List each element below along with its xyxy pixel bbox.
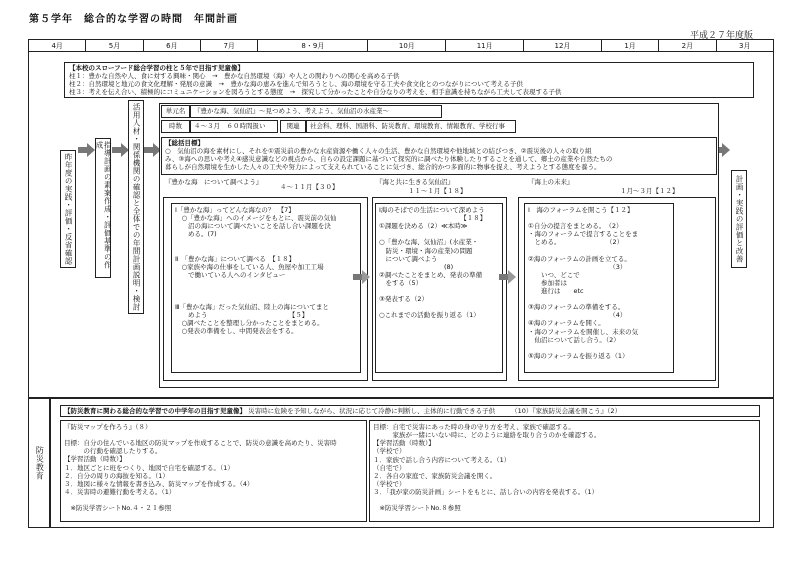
bosai-left-line [64, 431, 363, 439]
bosai-side-label: 防災教育 [28, 398, 50, 528]
page-title: 第５学年 総合的な学習の時間 年間計画 [29, 14, 238, 25]
bosai-right-line: 家族が一緒にいない時に、どのように連絡を取り合うのかを確認する。 [373, 431, 601, 440]
purpose-line-3: 暮らしが自然環境を生かした人々の工夫や努力によって支えられていることに気づき、総合的かつ多面的に物事を捉え、考えようとする態度を養う。 [165, 163, 601, 172]
bosai-right-line: （学校で） [373, 447, 406, 456]
phase-2-line [379, 287, 499, 295]
bosai-left-line: 【学習活動（時数）】 [64, 455, 126, 464]
bosai-right-line: ※防災学習シートNo.８参照 [373, 504, 461, 513]
unit-related-label: 関連 [280, 120, 306, 133]
phase-3-line: ①自分の提言をまとめる。 （2） [528, 222, 623, 231]
phase-1-line: ○調べたことを整理し分かったことをまとめる。 [175, 319, 324, 328]
month-cell: 12月 [524, 40, 602, 53]
bosai-right-line [373, 496, 756, 504]
bosai-right-line: （自宅で） [373, 463, 406, 472]
phase-1-line [175, 287, 357, 295]
phase-3-line: 進行は etc [528, 287, 584, 295]
phase-1-line [175, 295, 357, 303]
phase-2-line: をする（5） [379, 279, 423, 287]
month-cell: 2月 [659, 40, 716, 53]
month-cell: 11月 [446, 40, 524, 53]
bosai-right-line: 【学習活動（時数）】 [373, 439, 435, 448]
pillar-2: 柱２：自然環境と地元の食文化理解・発展の意識 → 豊かな海の恵みを進んで知ろうとし、海の環境を守る工夫や食文化とのつながりについて考える子供 [69, 80, 523, 89]
phase-3-line: ・海のフォーラムで提言することをま [528, 230, 639, 239]
bosai-heading-text: 災害時に危険を予知しながら、状況に応じて冷静に判断し、主体的に行動できる子供 [248, 407, 496, 415]
month-cell: 10月 [368, 40, 446, 53]
bosai-left-box [60, 420, 367, 522]
phase-1-line: Ⅰ「豊かな海」ってどんな海なの？ 【7】 [175, 206, 295, 214]
phase-2-line: Ⅰ海のそばでの生活について深めよう [379, 206, 485, 214]
phase-1-line [175, 247, 357, 255]
month-cell: 1月 [601, 40, 658, 53]
phase-2-line: ②調べたことをまとめ、発表の準備 [379, 270, 483, 279]
phase-3-line [528, 344, 670, 352]
bosai-heading: 【防災教育に関わる総合的な学習での中学年の目指す児童像】 [64, 407, 246, 415]
phase-3-line [528, 214, 670, 222]
unit-hours: ４〜３月 ６０時間扱い [190, 120, 278, 133]
arrow-right-icon [508, 270, 516, 284]
pillar-3: 柱３：考えを伝え合い、積極的にコミュニケーションを図ろうとする態度 → 探究して分かったことや自分なりの考えを、相手意識を持ちながら工夫して表現する子供 [69, 88, 562, 97]
phase-3-line [528, 295, 670, 303]
month-cell: 8・9月 [258, 40, 368, 53]
flow-step-3: 活用人材・関係機関の確認と全体での年間計画説明・検討 [128, 100, 144, 314]
bosai-left-line: ２．自分の周りの海抜を知る。（1） [64, 471, 169, 480]
flow-step-1: 昨年度の実践・評価・反省確認 [60, 150, 76, 268]
phase-2-line: (8) [379, 262, 454, 271]
phase-2-line: ①課題を決める（2）≪本時≫ [379, 222, 468, 231]
bosai-right-line: ２．各自の家庭で、家族防災会議を開く。 [373, 471, 497, 480]
bosai-left-line: ３．地図に様々な情報を書き込み、防災マップを作成する。（4） [64, 479, 254, 488]
phase-1-inner [171, 203, 361, 373]
phase-3-line: （4） [528, 311, 627, 320]
bosai-left-line: ※防災学習シートNo.４・２１参照 [64, 504, 172, 512]
bosai-right-box [369, 420, 760, 522]
phase-3-line: いつ、どこで [528, 270, 580, 279]
flow-evaluation: 計画・実践の評価と改善 [731, 170, 747, 268]
phase-3-line: ⑤海のフォーラムを振り返る（1） [528, 351, 629, 360]
phase-1-line [175, 239, 357, 247]
phase-2-line: 【１８】 [379, 214, 487, 223]
bosai-left-line [64, 496, 363, 504]
unit-hours-label: 時数 [161, 120, 190, 133]
phase-2-line: ○これまでの活動を振り返る（1） [379, 311, 480, 320]
phase-3-title: 『海上の未来』 [528, 178, 574, 186]
phase-3-line: とめる。 （2） [528, 238, 624, 247]
unit-name-label: 単元名 [161, 105, 190, 118]
phase-1-line [175, 279, 357, 287]
bosai-left-line: ４．災害時の避難行動を考える。（1） [64, 487, 176, 496]
phase-2-title: 『海と共に生きる気仙沼』 [376, 178, 454, 186]
purpose-line-2: み、③海への思いや考え④感災意識などの視点から、自らの設定課題に基づいて探究的に調べたり体験したりすることを通して、郷土の産業や自然たちの [165, 155, 613, 164]
arrow-right-icon [722, 143, 730, 157]
unit-name: 『豊かな海、気仙沼』〜見つめよう、考えよう、気仙沼の水産業〜 [190, 105, 442, 118]
phase-3-period: １月〜３月【１２】 [620, 187, 679, 195]
phase-2-line: 防災・環境・海の産業)の問題 [379, 246, 473, 255]
edition-label: 平成２７年度版 [690, 31, 754, 41]
phase-1-line: 沼の海について調べたいことを話し合い課題を決 [175, 222, 331, 231]
unit-purpose-box [161, 137, 717, 175]
phase-1-line: ○家族や海の仕事をしている人、魚屋や加工工場 [175, 262, 324, 271]
phase-2-period: １１〜１月【１８】 [408, 187, 467, 195]
phase-1-line: ○「豊かな海」へのイメージをもとに、震災前の気仙 [175, 214, 337, 223]
bosai-left-line: 『防災マップを作ろう』（８） [64, 423, 152, 431]
phase-3-line: ③海のフォーラムの準備をする。 [528, 303, 625, 312]
phase-3-line: 仙沼について話し合う。（2） [528, 335, 620, 344]
arrow-right-icon [362, 270, 370, 284]
month-cell: 6月 [143, 40, 200, 53]
phase-3-line: ②海のフォーラムの計画を立てる。 [528, 254, 631, 263]
phase-3-inner [524, 203, 674, 373]
phase-2-line: ③発表する（2） [379, 295, 428, 304]
phase-1-period: ４〜１１月【３０】 [280, 183, 339, 191]
bosai-left-line: の行動を確認したりする。 [64, 447, 162, 456]
bosai-heading-ref: （10）『家族防災会議を開こう』（2） [511, 407, 622, 415]
phase-3-line: ④海のフォーラムを開く。 [528, 319, 605, 328]
phase-1-line: Ⅱ 「豊かな海」について調べる 【１８】 [175, 254, 296, 263]
phase-3-line [528, 247, 670, 255]
phase-1-line: ○発表の準備をし、中間発表会をする。 [175, 327, 298, 336]
unit-related: 社会科、理科、国語科、防災教育、環境教育、情報教育、学校行事 [306, 120, 516, 133]
bosai-left-line: １．地区ごとに班をつくり、地図で自宅を確認する。（1） [64, 463, 234, 472]
pillar-1: 柱１：豊かな自然や人、食に対する興味・関心 → 豊かな自然環境（海）や人との関わりへの関心を高める子供 [69, 72, 400, 81]
bosai-right-line: （学校で） [373, 479, 406, 488]
phase-1-title: 『豊かな海 について調べよう』 [165, 178, 263, 186]
phase-1-line: Ⅲ「豊かな海」だった気仙沼、陸上の海についてまと [175, 302, 329, 311]
phase-2-line: ○「豊かな海、気仙沼」(水産業・ [379, 238, 479, 247]
phase-1-line: める。(7) [175, 230, 217, 239]
phase-3-line: ・海のフォーラムを開催し、未来の気 [528, 327, 639, 336]
bosai-left-line: 目標：自分の住んでいる地区の防災マップを作成することで、防災の意識を高めたり、災害時 [64, 439, 337, 448]
pillars-heading: 【本校のスローフード総合学習の柱と５年で目指す児童像】 [69, 64, 244, 72]
month-cell: 5月 [86, 40, 143, 53]
phase-2-inner [375, 203, 503, 373]
phase-2-line: について調べよう [379, 254, 438, 263]
bosai-heading-box [60, 405, 760, 417]
month-cell: 4月 [29, 40, 86, 53]
phase-1-line: で働いている人へのインタビュー [175, 270, 286, 279]
pillars-box [64, 62, 754, 98]
flow-step-2: 指導計画の素案作成・評価基準の作成 [95, 138, 111, 278]
phase-3-line: 参加者は [528, 278, 567, 287]
bosai-right-line: 目標：自宅で災害にあった時の身の守り方を考え、家族で確認する。 [373, 423, 575, 431]
phase-3-line: Ⅰ 海のフォーラムを開こう【１２】 [528, 206, 634, 214]
purpose-line-1: ○ 気仙沼の海を素材にし、それを①震災前の豊かな水産資源や働く人々の生活、豊かな自然環境や他地域との結びつき、②震災後の人々の取り組 [165, 147, 592, 156]
purpose-heading: 【総括目標】 [165, 139, 204, 147]
month-cell: 7月 [201, 40, 258, 53]
bosai-right-line: ３．「我が家の防災計画」シートをもとに、話し合いの内容を発表する。（1） [373, 488, 599, 496]
month-cell: 3月 [716, 40, 773, 53]
phase-3-line: （3） [528, 262, 627, 271]
bosai-right-line: １．家族で話し合う内容について考える。（1） [373, 455, 511, 464]
phase-1-line: めよう 【５】 [175, 311, 309, 319]
